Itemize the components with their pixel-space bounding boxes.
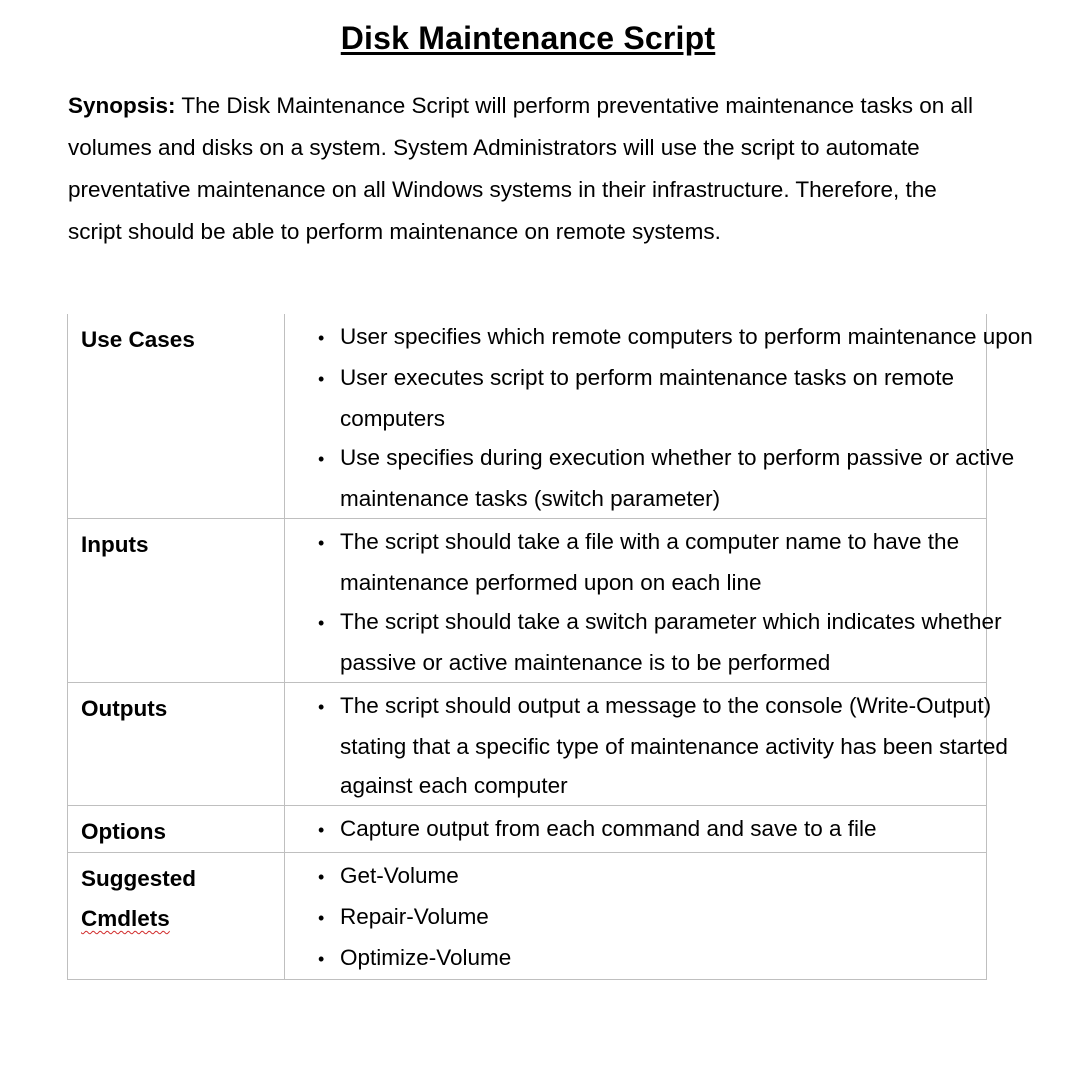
requirements-table	[67, 314, 1033, 980]
bullet-icon: •	[318, 369, 325, 389]
list-item: • The script should output a message to the console (Write-Output) stating that a specific type of maintenance activity has been started against each computer	[297, 686, 1040, 805]
row-content	[285, 806, 987, 853]
bullet-icon: •	[318, 613, 325, 633]
bullet-icon: •	[318, 328, 325, 348]
bullet-icon: •	[318, 820, 325, 840]
list-item: • Use specifies during execution whether to perform passive or active maintenance tasks (switch parameter)	[297, 438, 1040, 518]
row-heading: Outputs	[68, 683, 285, 806]
row-content	[285, 683, 1008, 806]
row-content	[285, 519, 1002, 683]
list-item: • Capture output from each command and save to a file	[297, 809, 1040, 850]
synopsis-label: Synopsis:	[68, 93, 176, 118]
list-item: • User specifies which remote computers to perform maintenance upon	[297, 317, 1040, 358]
bullet-icon: •	[318, 697, 325, 717]
list-item: • Get-Volume	[297, 856, 1040, 897]
bullet-icon: •	[318, 908, 325, 928]
list-item: • Repair-Volume	[297, 897, 1040, 938]
table-row-outputs	[68, 683, 987, 806]
document-title: Disk Maintenance Script	[340, 20, 716, 56]
row-heading: Options	[68, 806, 285, 853]
synopsis-paragraph	[68, 85, 983, 253]
list-item: • User executes script to perform maintenance tasks on remote computers	[297, 358, 1040, 438]
bullet-icon: •	[318, 949, 325, 969]
row-heading	[68, 853, 285, 980]
table-row-use-cases	[68, 314, 987, 519]
table-row-options	[68, 806, 987, 853]
row-content	[285, 314, 1033, 519]
list-item: • Optimize-Volume	[297, 938, 1040, 979]
row-heading-line: Cmdlets	[81, 906, 170, 931]
synopsis-text: The Disk Maintenance Script will perform preventative maintenance tasks on all volumes and disks on a system. System Administrators will use the script to automate preventative maintenance on all Windows systems in their infrastructure. Therefore, the script should be able to perform maintenance on remote systems.	[68, 93, 973, 244]
row-heading-line: Suggested	[81, 866, 197, 891]
list-item: • The script should take a file with a computer name to have the maintenance performed upon on each line	[297, 522, 1040, 602]
bullet-icon: •	[318, 867, 325, 887]
row-content	[285, 853, 987, 980]
row-heading: Inputs	[68, 519, 285, 683]
row-heading: Use Cases	[68, 314, 285, 519]
bullet-icon: •	[318, 533, 325, 553]
table-row-suggested-cmdlets	[68, 853, 987, 980]
list-item: • The script should take a switch parameter which indicates whether passive or active maintenance is to be performed	[297, 602, 1040, 682]
table-row-inputs	[68, 519, 987, 683]
bullet-icon: •	[318, 449, 325, 469]
